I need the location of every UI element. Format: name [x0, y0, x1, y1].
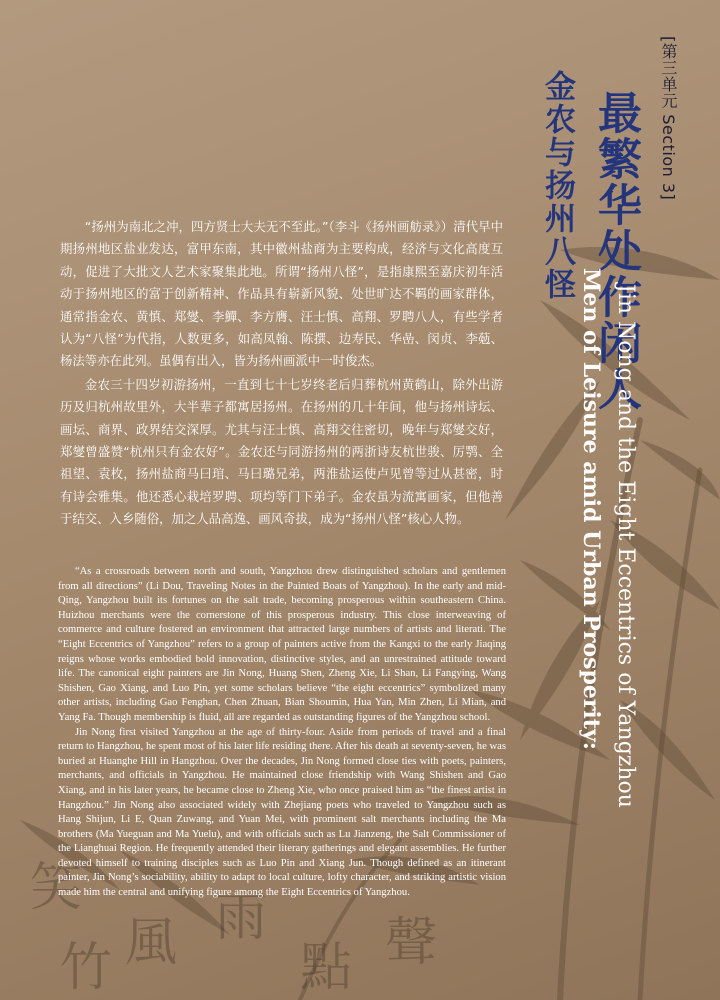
chinese-body-text [60, 216, 503, 531]
english-body-text [58, 565, 506, 901]
svg-text:雨: 雨 [215, 888, 268, 948]
page-title-english: Men of Leisure amid Urban Prosperity: [578, 268, 604, 750]
section-label: [第三单元 Section 3] [659, 36, 678, 201]
svg-text:點: 點 [300, 938, 353, 998]
svg-text:風: 風 [125, 913, 178, 973]
svg-text:笑: 笑 [30, 858, 83, 918]
page-subtitle-english: Jin Nong and the Eight Eccentrics of Yangzhou [613, 284, 638, 808]
svg-text:聲: 聲 [385, 913, 438, 973]
english-paragraph: Jin Nong first visited Yangzhou at the age of thirty-four. Aside from periods of travel and a final return to Hangzhou, he spent most of his later life residing there. After his death at seventy-seven, he was buried at Huanghe Hill in Hangzhou. Over the decades, Jin Nong formed close ties with poets, painters, merchants, and officials in Yangzhou. He maintained close friendship with Wang Shishen and Gao Xiang, and in his later years, he became close to Zheng Xie, who once praised him as “the finest artist in Hangzhou.” Jin Nong also associated widely with Zhejiang poets who traveled to Yangzhou such as Hang Shijun, Li E, Quan Zuwang, and Yuan Mei, with prominent salt merchants including the Ma brothers (Ma Yueguan and Ma Yuelu), and with officials such as Lu Jianzeng, the Salt Commissioner of the Lianghuai Region. He frequently attended their literary gatherings and elegant assemblies. He further devoted himself to training disciples such as Luo Pin and Xiang Jun. Though defined as an itinerant painter, Jin Nong’s sociability, ability to adapt to local culture, lofty character, and striking artistic vision made him the central and unifying figure among the Eight Eccentrics of Yangzhou. [58, 726, 506, 899]
english-paragraph: “As a crossroads between north and south, Yangzhou drew distinguished scholars and gentlemen from all directions” (Li Dou, Traveling Notes in the Painted Boats of Yangzhou). In the early and mid-Qing, Yangzhou built its fortunes on the salt trade, becoming prosperous within southeastern China. Huizhou merchants were the cornerstone of this prosperous industry. This close interweaving of commerce and culture fostered an environment that attracted large numbers of artists and literati. The “Eight Eccentrics of Yangzhou” refers to a group of painters active from the Kangxi to the early Jiaqing reigns whose works embodied bold innovation, distinctive styles, and an unrestrained attitude toward life. The canonical eight painters are Jin Nong, Huang Shen, Zheng Xie, Li Shan, Li Fangying, Wang Shishen, Gao Xiang, and Luo Pin, yet some scholars believe “the eight eccentrics” symbolized many other artists, including Gao Fenghan, Chen Zhuan, Bian Shoumin, Hua Yan, Min Zhen, Li Mian, and Yang Fa. Though membership is fluid, all are regarded as outstanding figures of the Yangzhou school. [58, 566, 506, 723]
page-title-chinese: 最繁华处作闲人 [590, 90, 641, 412]
svg-text:竹: 竹 [60, 938, 113, 998]
chinese-paragraph: “扬州为南北之冲，四方贤士大夫无不至此。”（李斗《扬州画舫录》）清代早中期扬州地区盐业发达，富甲东南，其中徽州盐商为主要构成，经济与文化高度互动，促进了大批文人艺术家聚集此地。所谓“扬州八怪”，是指康熙至嘉庆初年活动于扬州地区的富于创新精神、作品具有崭新风貌、处世旷达不羁的画家群体，通常指金农、黄慎、郑燮、李鱓、李方膺、汪士慎、高翔、罗聘八人，有些学者认为“八怪”为代指，人数更多，如高凤翰、陈撰、边寿民、华嵒、闵贞、李葂、杨法等亦在此列。虽偶有出入，皆为扬州画派中一时俊杰。 [60, 219, 503, 369]
page-subtitle-chinese: 金农与扬州八怪 [539, 70, 575, 301]
chinese-paragraph: 金农三十四岁初游扬州，一直到七十七岁终老后归葬杭州黄鹤山，除外出游历及归杭州故里外，大半辈子都寓居扬州。在扬州的几十年间，他与扬州诗坛、画坛、商界、政界结交深厚。尤其与汪士慎、高翔交往密切，晚年与郑燮交好，郑燮曾盛赞“杭州只有金农好”。金农还与同游扬州的两浙诗友杭世骏、厉鹗、全祖望、袁枚，扬州盐商马曰琯、马曰璐兄弟，两淮盐运使卢见曾等过从甚密，时有诗会雅集。他还悉心栽培罗聘、项均等门下弟子。金农虽为流寓画家，但他善于结交、入乡随俗，加之人品高逸、画风奇拔，成为“扬州八怪”核心人物。 [60, 376, 503, 527]
